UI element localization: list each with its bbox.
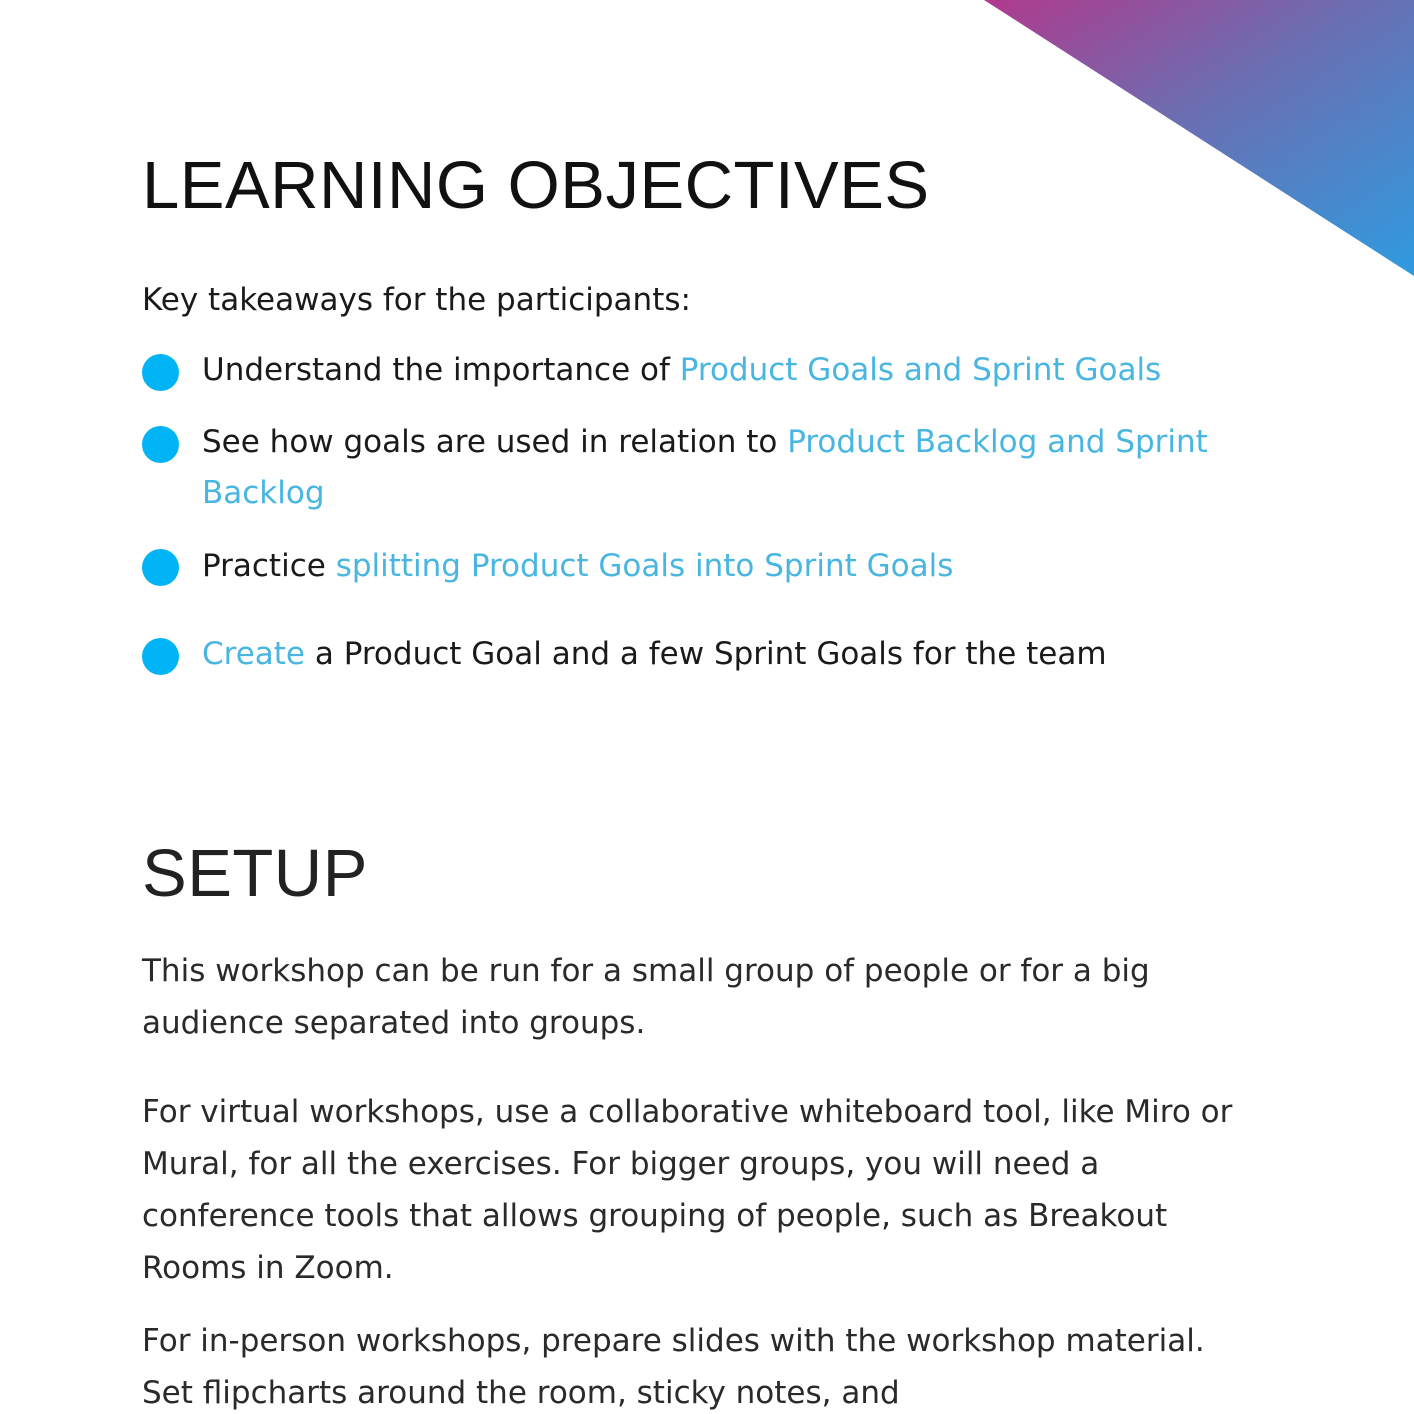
corner-gradient-decoration — [984, 0, 1414, 280]
objective-text — [202, 541, 1272, 592]
objective-text-plain: Understand the importance of — [202, 352, 680, 388]
objective-link[interactable]: Create — [202, 636, 306, 672]
bullet-dot-icon — [142, 549, 179, 586]
setup-paragraph: This workshop can be run for a small group of people or for a big audience separated into groups. — [142, 953, 1150, 1041]
bullet-dot-icon — [142, 638, 179, 675]
bullet-dot-icon — [142, 354, 179, 391]
objective-link[interactable]: Product Goals and Sprint Goals — [679, 352, 1162, 388]
objective-text-plain: Practice — [202, 548, 336, 584]
objective-text-plain: See how goals are used in relation to — [202, 424, 788, 460]
objective-text-plain: a Product Goal and a few Sprint Goals for the team — [305, 636, 1107, 672]
objective-link[interactable]: splitting Product Goals into Sprint Goals — [335, 548, 954, 584]
objective-link[interactable]: Product Backlog and Sprint Backlog — [202, 424, 1208, 511]
objective-text — [202, 417, 1272, 519]
setup-paragraph: For in-person workshops, prepare slides with the workshop material. Set flipcharts around the room, sticky notes, and — [142, 1323, 1205, 1411]
setup-heading: SETUP — [142, 836, 368, 911]
objective-text — [202, 629, 1272, 680]
setup-paragraph: For virtual workshops, use a collaborative whiteboard tool, like Miro or Mural, for all the exercises. For bigger groups, you will need a conference tools that allows grouping of people, such as Breakout Rooms in Zoom. — [142, 1094, 1233, 1286]
learning-objectives-heading: LEARNING OBJECTIVES — [142, 148, 930, 223]
objective-text — [202, 345, 1272, 396]
bullet-dot-icon — [142, 426, 179, 463]
objectives-intro: Key takeaways for the participants: — [142, 282, 691, 318]
